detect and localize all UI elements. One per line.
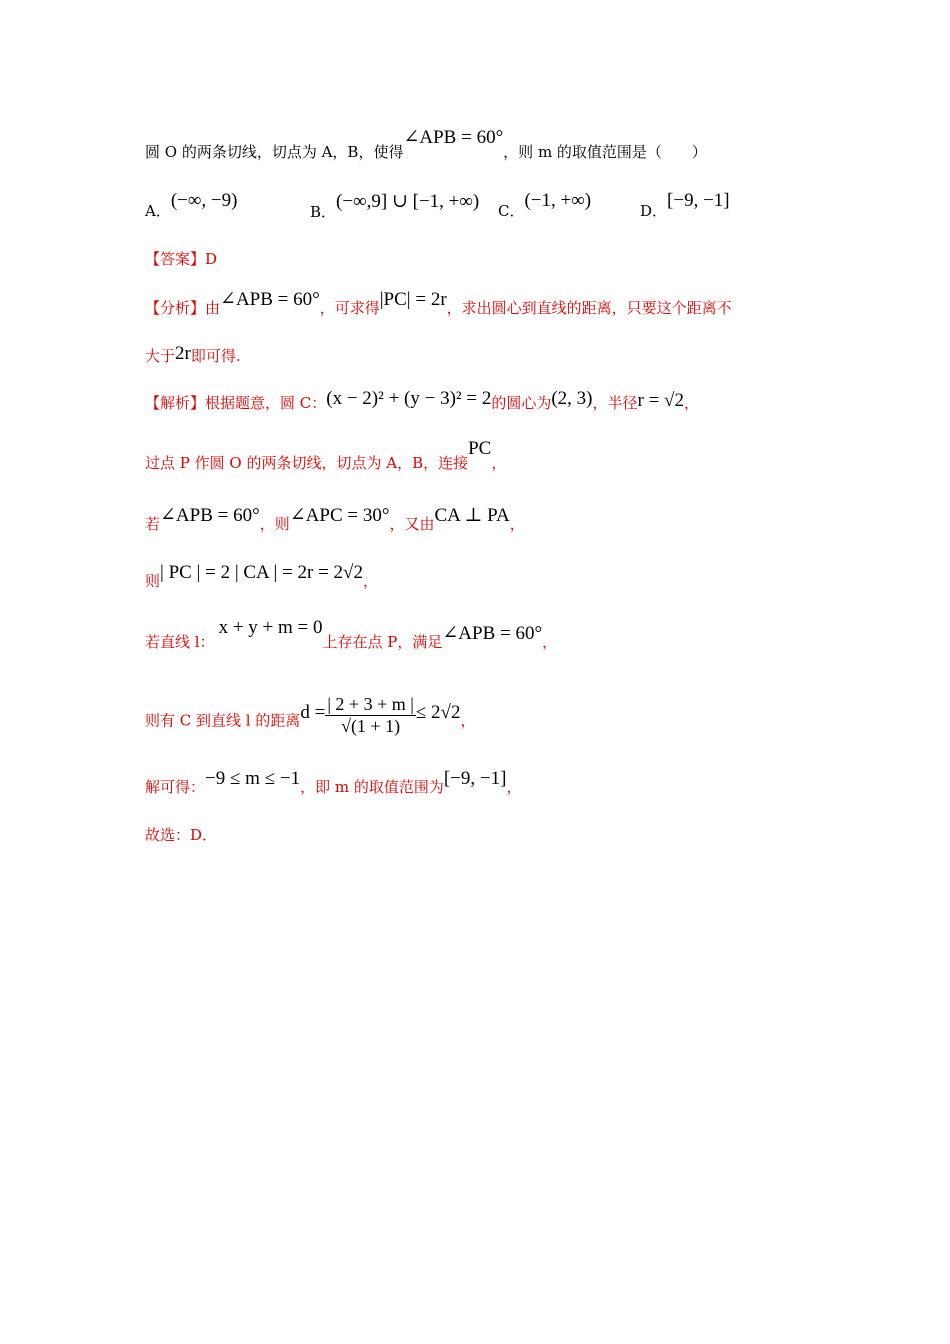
solution-math-center: (2, 3) bbox=[551, 388, 593, 409]
option-a bbox=[145, 190, 238, 222]
solution-line-4 bbox=[145, 562, 378, 592]
solution-text: ，又由 bbox=[389, 515, 435, 533]
solution-line-2 bbox=[145, 438, 507, 474]
analysis-math-angle: ∠APB = 60° bbox=[220, 289, 320, 310]
analysis-math-pc: |PC| = 2r bbox=[379, 289, 447, 310]
analysis-line-2 bbox=[145, 345, 241, 367]
solution-line-8 bbox=[145, 824, 217, 845]
answer-value: D bbox=[205, 250, 218, 268]
option-c-value: (−1, +∞) bbox=[524, 190, 592, 211]
answer-line bbox=[145, 248, 217, 269]
solution-math-interval: [−9, −1] bbox=[443, 768, 507, 789]
question-text-1: 圆 O 的两条切线，切点为 A，B，使得 bbox=[145, 143, 404, 161]
solution-text: ， bbox=[506, 778, 522, 796]
analysis-line-1 bbox=[145, 289, 732, 319]
solution-math-range: −9 ≤ m ≤ −1 bbox=[205, 768, 301, 789]
solution-text: ，则 bbox=[259, 515, 290, 533]
solution-text: 若直线 l： bbox=[145, 633, 215, 651]
option-b bbox=[310, 191, 480, 223]
option-d-label: D． bbox=[640, 202, 668, 220]
solution-text: ， bbox=[460, 711, 476, 730]
solution-text: 若 bbox=[145, 515, 161, 533]
analysis-text: 由 bbox=[205, 299, 221, 317]
solution-math-radius: r = √2 bbox=[637, 390, 684, 411]
solution-math-line: x + y + m = 0 bbox=[218, 617, 323, 638]
solution-conclusion: 故选：D． bbox=[145, 826, 218, 844]
option-d bbox=[640, 190, 730, 222]
solution-line-1 bbox=[145, 388, 700, 414]
solution-text: 则 bbox=[145, 572, 161, 590]
solution-text: 的圆心为 bbox=[491, 394, 552, 412]
fraction-numerator: | 2 + 3 + m | bbox=[327, 694, 414, 714]
solution-text: ， bbox=[542, 633, 558, 651]
solution-text: ， bbox=[684, 394, 700, 412]
option-b-label: B． bbox=[310, 203, 337, 221]
solution-math-pc-length: | PC | = 2 | CA | = 2r = 2√2 bbox=[160, 562, 363, 583]
solution-text: ， bbox=[509, 515, 525, 533]
option-c-label: C． bbox=[498, 202, 525, 220]
fraction-denominator: √(1 + 1) bbox=[341, 716, 401, 736]
solution-text: 上存在点 P，满足 bbox=[322, 633, 443, 651]
distance-fraction bbox=[325, 694, 416, 737]
question-math-angle: ∠APB = 60° bbox=[403, 127, 504, 148]
option-a-label: A． bbox=[145, 202, 171, 220]
solution-line-7 bbox=[145, 768, 522, 798]
solution-text: 根据题意，圆 C： bbox=[205, 394, 327, 412]
analysis-text: 即可得. bbox=[190, 347, 241, 365]
analysis-text: 大于 bbox=[145, 347, 176, 365]
solution-text: ，即 m 的取值范围为 bbox=[300, 778, 444, 796]
solution-math-apc: ∠APC = 30° bbox=[289, 505, 390, 526]
option-c bbox=[498, 190, 592, 222]
solution-math-apb-2: ∠APB = 60° bbox=[442, 623, 543, 644]
solution-tag: 【解析】 bbox=[145, 394, 206, 412]
solution-text: 则有 C 到直线 l 的距离 bbox=[145, 711, 301, 730]
option-d-value: [−9, −1] bbox=[667, 190, 730, 211]
solution-math-apb: ∠APB = 60° bbox=[160, 505, 260, 526]
option-b-value: (−∞,9] ∪ [−1, +∞) bbox=[336, 191, 480, 212]
solution-math-d: d = bbox=[300, 701, 326, 723]
solution-text: ，半径 bbox=[592, 394, 638, 412]
question-line bbox=[145, 127, 707, 163]
solution-text: 解可得： bbox=[145, 778, 206, 796]
solution-line-3 bbox=[145, 505, 525, 535]
option-a-value: (−∞, −9) bbox=[170, 190, 238, 211]
solution-math-ineq: ≤ 2√2 bbox=[415, 701, 461, 723]
solution-math-perp: CA ⊥ PA bbox=[434, 505, 510, 526]
analysis-text: ，可求得 bbox=[319, 299, 380, 317]
solution-math-pc: PC bbox=[468, 438, 492, 459]
analysis-tag: 【分析】 bbox=[145, 299, 206, 317]
solution-line-6 bbox=[145, 694, 476, 743]
solution-text: 过点 P 作圆 O 的两条切线，切点为 A，B，连接 bbox=[145, 454, 469, 472]
solution-line-5 bbox=[145, 617, 558, 653]
solution-text: ， bbox=[362, 572, 378, 590]
analysis-math-2r: 2r bbox=[175, 343, 191, 364]
analysis-text: ，求出圆心到直线的距离，只要这个距离不 bbox=[446, 299, 732, 317]
solution-math-circle: (x − 2)² + (y − 3)² = 2 bbox=[326, 388, 492, 409]
question-text-2: ，则 m 的取值范围是（ ） bbox=[503, 143, 707, 161]
solution-text: ， bbox=[491, 454, 507, 472]
answer-tag: 【答案】 bbox=[145, 250, 206, 268]
